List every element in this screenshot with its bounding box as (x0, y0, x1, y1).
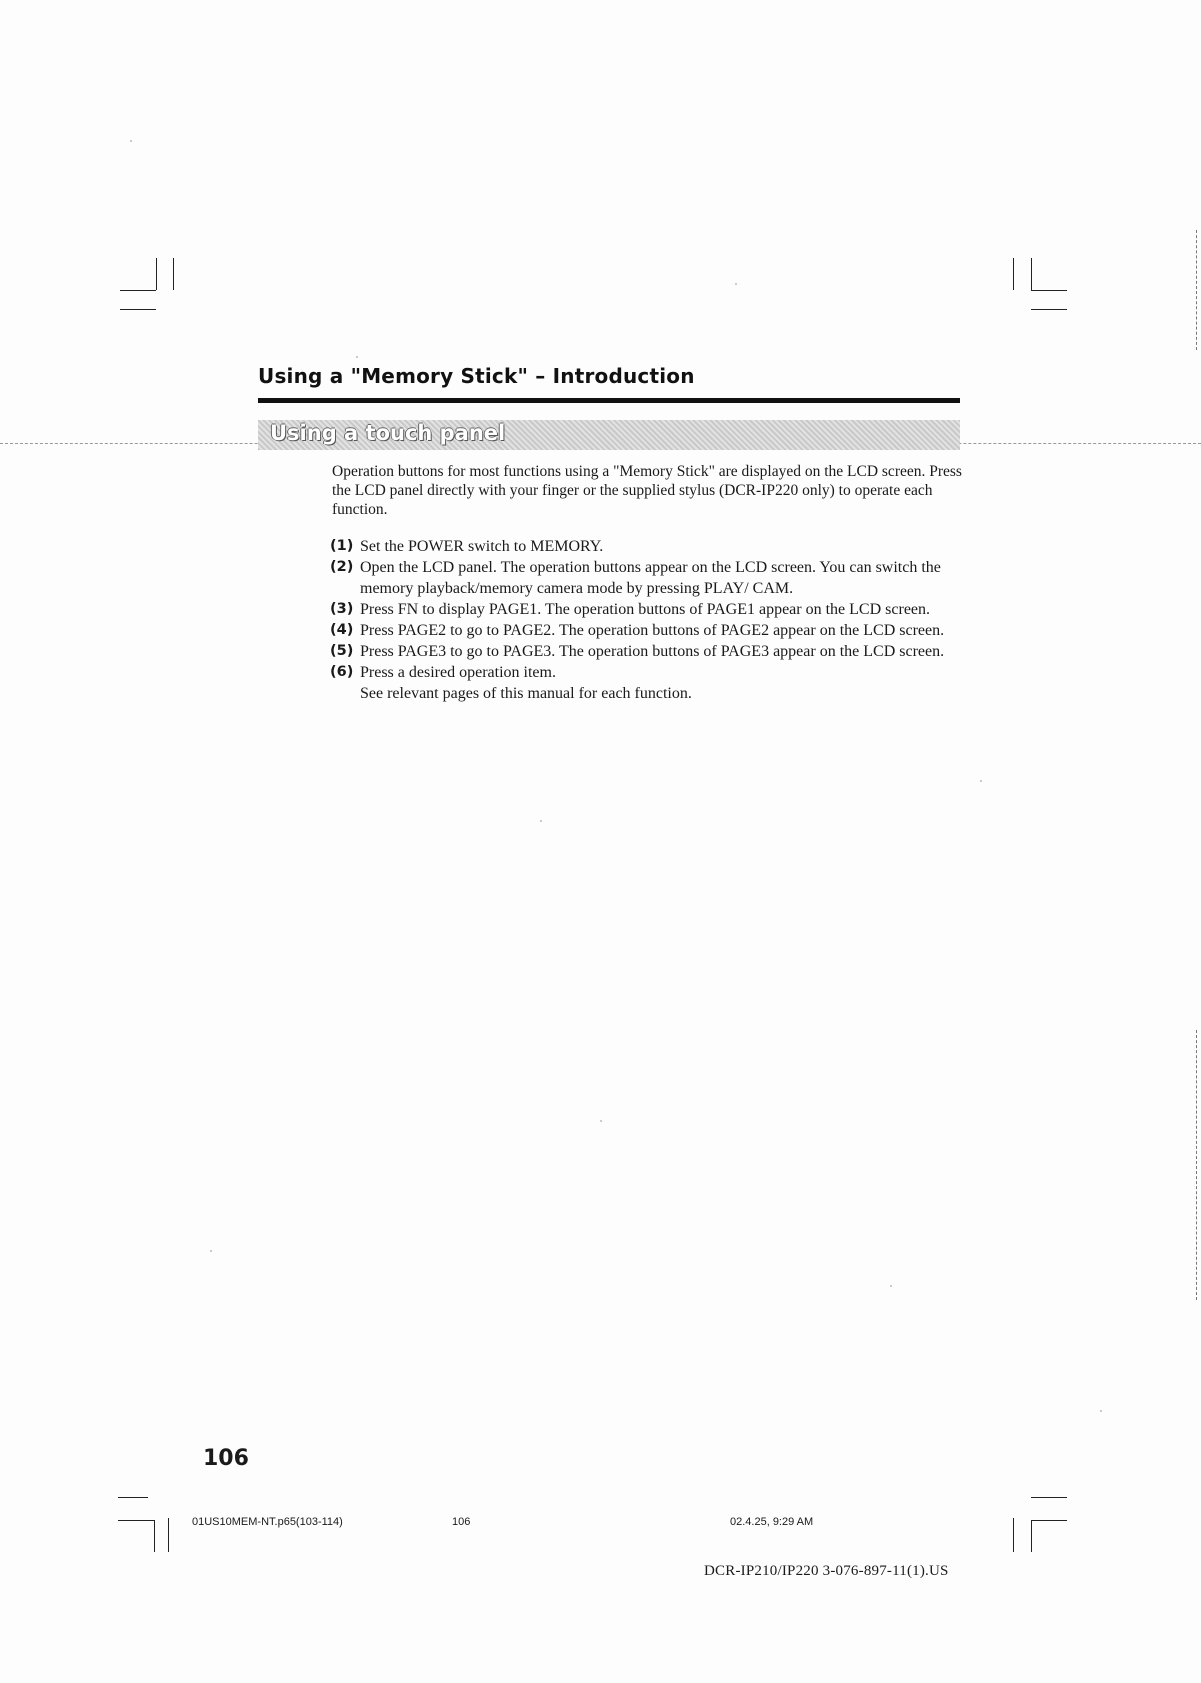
step-number: (3) (330, 601, 354, 617)
step-text: Set the POWER switch to MEMORY. (360, 538, 604, 555)
step-number: (1) (330, 538, 354, 554)
step-text: Press a desired operation item. (360, 664, 556, 681)
crop-mark (1031, 290, 1067, 291)
step-text: Press PAGE3 to go to PAGE3. The operation buttons of PAGE3 appear on the LCD screen. (360, 643, 945, 660)
step-number: (5) (330, 643, 354, 659)
crop-mark (1013, 258, 1014, 290)
crop-mark (1031, 1520, 1032, 1552)
step-text: Press FN to display PAGE1. The operation buttons of PAGE1 appear on the LCD screen. (360, 601, 931, 618)
scan-speck (735, 283, 737, 285)
list-item (330, 599, 970, 620)
step-number: (6) (330, 664, 354, 680)
crop-mark (118, 1497, 148, 1498)
scan-speck (980, 780, 982, 782)
scan-speck (130, 140, 132, 142)
crop-mark (173, 258, 174, 290)
subsection-title: Using a touch panel (270, 421, 506, 445)
list-item (330, 620, 970, 641)
print-timestamp: 02.4.25, 9:29 AM (730, 1516, 814, 1528)
crop-mark (118, 1520, 154, 1521)
subsection-banner (258, 420, 960, 450)
file-name: 01US10MEM-NT.p65(103-114) (192, 1516, 343, 1528)
crop-mark (154, 1520, 155, 1552)
step-text: Press PAGE2 to go to PAGE2. The operation buttons of PAGE2 appear on the LCD screen. (360, 622, 945, 639)
step-text: Open the LCD panel. The operation buttons appear on the LCD screen. You can switch the memory playback/memory camera mode by pressing PLAY/ CAM. (360, 559, 941, 597)
scan-speck (540, 820, 542, 822)
file-page: 106 (452, 1516, 471, 1528)
scan-speck (210, 1250, 212, 1252)
title-rule (258, 398, 960, 403)
scan-edge (1196, 1030, 1197, 1300)
list-item (330, 641, 970, 662)
list-item-note (330, 683, 970, 704)
page-number: 106 (203, 1446, 249, 1471)
section-title: Using a "Memory Stick" – Introduction (258, 364, 695, 388)
crop-mark (156, 258, 157, 290)
scan-edge (1196, 230, 1197, 350)
list-item (330, 662, 970, 683)
scan-speck (1100, 1410, 1102, 1412)
crop-mark (1031, 1497, 1067, 1498)
scan-speck (600, 1120, 602, 1122)
crop-mark (120, 290, 156, 291)
step-number: (4) (330, 622, 354, 638)
crop-mark (120, 309, 156, 310)
steps-list (330, 536, 970, 704)
model-code: DCR-IP210/IP220 3-076-897-11(1).US (704, 1563, 949, 1579)
crop-mark (1031, 309, 1067, 310)
step-note: See relevant pages of this manual for each function. (360, 685, 692, 702)
crop-mark (1031, 258, 1032, 290)
list-item (330, 557, 970, 599)
crop-mark (1031, 1520, 1067, 1521)
crop-mark (168, 1518, 169, 1552)
scan-speck (890, 1285, 892, 1287)
intro-paragraph: Operation buttons for most functions using a "Memory Stick" are displayed on the LCD screen. Press the LCD panel directly with your finger or the supplied stylus (DCR-IP220 only) to operate each function. (332, 463, 962, 518)
step-number: (2) (330, 559, 354, 575)
list-item (330, 536, 970, 557)
crop-mark (1013, 1518, 1014, 1552)
scan-speck (356, 356, 358, 358)
